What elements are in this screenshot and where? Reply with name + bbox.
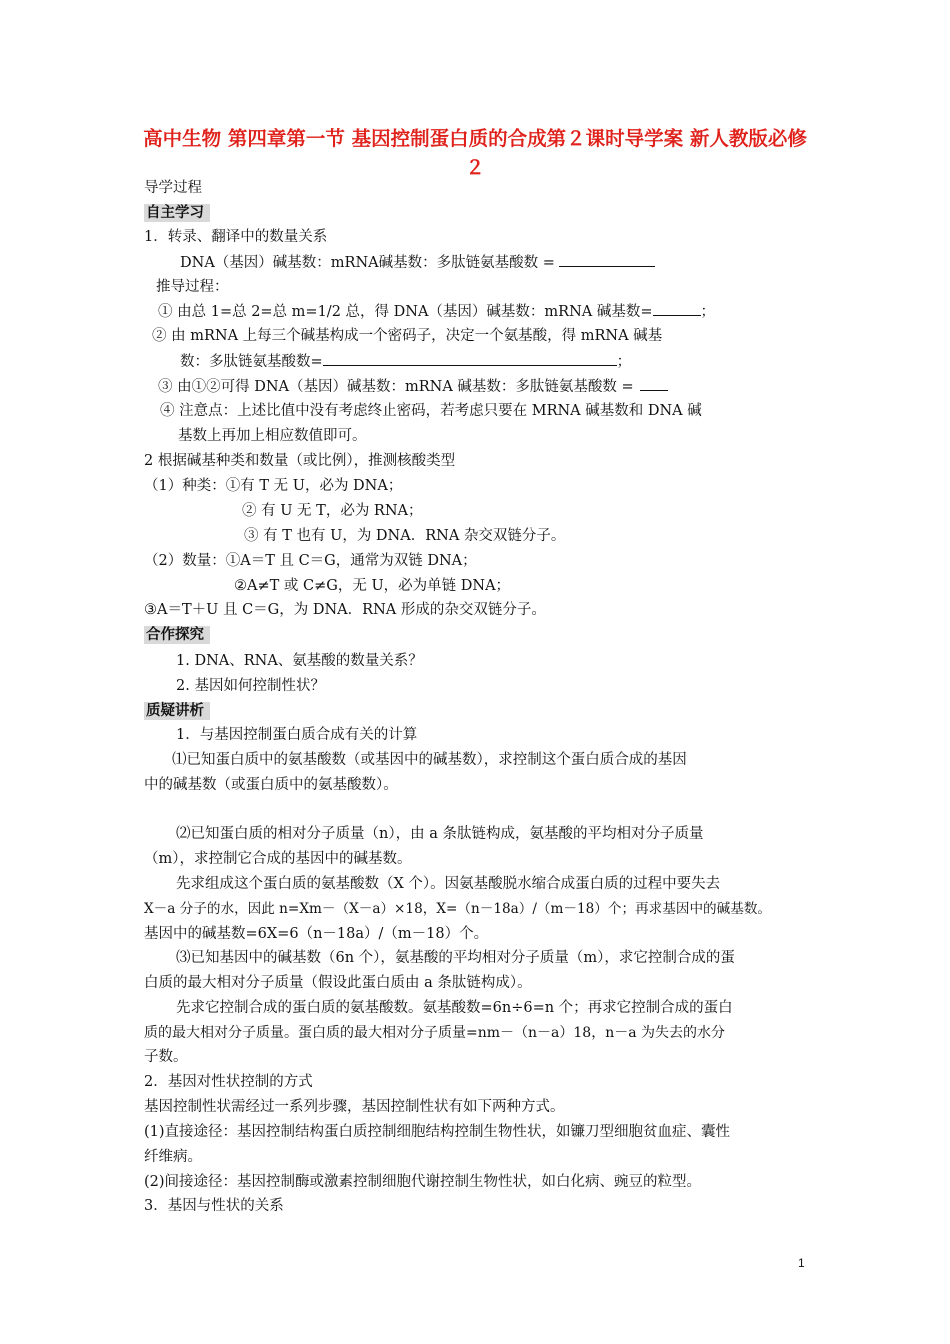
step-4-line-2: 基数上再加上相应数值即可。: [178, 428, 367, 444]
kind-line-2: ② 有 U 无 T，必为 RNA；: [242, 503, 423, 519]
kind-line-3: ③ 有 T 也有 U，为 DNA．RNA 杂交双链分子。: [244, 528, 566, 544]
heading-explanation: 质疑讲析: [144, 702, 210, 720]
qty-line-3: ③A＝T＋U 且 C＝G，为 DNA．RNA 形成的杂交双链分子。: [144, 602, 546, 618]
step-4-line-1: ④ 注意点：上述比值中没有考虑终止密码，若考虑只要在 MRNA 碱基数和 DNA 碱: [160, 403, 702, 419]
gene-trait-title: 3．基因与性状的关系: [144, 1198, 284, 1214]
case-2-line-3: 先求组成这个蛋白质的氨基酸数（X 个）。因氨基酸脱水缩合成蛋白质的过程中要失去: [176, 876, 721, 892]
case-1-line-2: 中的碱基数（或蛋白质中的氨基酸数）。: [144, 777, 398, 793]
case-2-line-2: （m），求控制它合成的基因中的碱基数。: [144, 851, 412, 867]
step-3: [158, 376, 668, 397]
heading-cooperation: 合作探究: [144, 626, 210, 644]
answer-blank[interactable]: [640, 376, 668, 391]
step-2-line-2: [180, 351, 631, 372]
case-2-line-4: X－a 分子的水，因此 n=Xm－（X－a）×18，X=（n－18a）/（m－18）个；再求基因中的碱基数。: [144, 901, 772, 917]
step-1-end: ；: [700, 304, 716, 320]
case-3-line-4: 质的最大相对分子质量。蛋白质的最大相对分子质量=nm－（n－a）18，n－a 为失去的水分: [144, 1025, 726, 1041]
qty-line-1: （2）数量：①A＝T 且 C＝G，通常为双链 DNA；: [144, 553, 477, 569]
derive-title: 推导过程：: [156, 279, 229, 295]
step-3-text: ③ 由①②可得 DNA（基因）碱基数：mRNA 碱基数：多肽链氨基酸数 =: [158, 379, 634, 395]
control-title: 2．基因对性状控制的方式: [144, 1074, 313, 1090]
step-2-text: 数：多肽链氨基酸数=: [180, 354, 323, 370]
indirect-path: (2)间接途径：基因控制酶或激素控制细胞代谢控制生物性状，如白化病、豌豆的粒型。: [144, 1174, 702, 1190]
case-1-line-1: ⑴已知蛋白质中的氨基酸数（或基因中的碱基数），求控制这个蛋白质合成的基因: [172, 752, 687, 768]
direct-path-line-2: 纤维病。: [144, 1149, 202, 1165]
case-3-line-5: 子数。: [144, 1049, 188, 1065]
section-intro: 导学过程: [144, 180, 202, 196]
answer-blank[interactable]: [323, 351, 617, 366]
control-intro: 基因控制性状需经过一系列步骤，基因控制性状有如下两种方式。: [144, 1099, 565, 1115]
step-1: [158, 301, 715, 322]
step-2-end: ；: [616, 354, 632, 370]
case-3-line-3: 先求它控制合成的蛋白质的氨基酸数。氨基酸数=6n÷6=n 个；再求它控制合成的蛋白: [176, 1000, 733, 1016]
page-number: 1: [798, 1256, 805, 1270]
case-3-line-2: 白质的最大相对分子质量（假设此蛋白质由 a 条肽链构成）。: [144, 975, 532, 991]
qty-line-2: ②A≠T 或 C≠G，无 U，必为单链 DNA；: [234, 578, 511, 594]
case-2-line-1: ⑵已知蛋白质的相对分子质量（n），由 a 条肽链构成，氨基酸的平均相对分子质量: [176, 826, 704, 842]
case-2-line-5: 基因中的碱基数=6X=6（n－18a）/（m－18）个。: [144, 926, 489, 942]
kind-line-1: （1）种类：①有 T 无 U，必为 DNA；: [144, 478, 403, 494]
case-3-line-1: ⑶已知基因中的碱基数（6n 个），氨基酸的平均相对分子质量（m），求它控制合成的蛋: [176, 950, 735, 966]
page-title: 高中生物 第四章第一节 基因控制蛋白质的合成第２课时导学案 新人教版必修２: [143, 127, 807, 179]
ratio-text: DNA（基因）碱基数：mRNA碱基数：多肽链氨基酸数 =: [180, 255, 555, 271]
ratio-line: [180, 252, 655, 273]
answer-blank[interactable]: [653, 301, 701, 316]
step-1-text: ① 由总 1=总 2=总 m=1/2 总，得 DNA（基因）碱基数：mRNA 碱基数=: [158, 304, 653, 320]
item1-title: 1．转录、翻译中的数量关系: [144, 229, 328, 245]
heading-self-study: 自主学习: [144, 204, 210, 222]
item2-title: 2 根据碱基种类和数量（或比例），推测核酸类型: [144, 453, 456, 469]
direct-path-line-1: (1)直接途径：基因控制结构蛋白质控制细胞结构控制生物性状，如镰刀型细胞贫血症、囊性: [144, 1124, 731, 1140]
answer-blank[interactable]: [559, 252, 655, 267]
step-2-line-1: ② 由 mRNA 上每三个碱基构成一个密码子，决定一个氨基酸，得 mRNA 碱基: [152, 328, 663, 344]
calc-title: 1．与基因控制蛋白质合成有关的计算: [176, 727, 418, 743]
question-2: 2. 基因如何控制性状？: [176, 678, 325, 694]
question-1: 1. DNA、RNA、氨基酸的数量关系？: [176, 653, 423, 669]
